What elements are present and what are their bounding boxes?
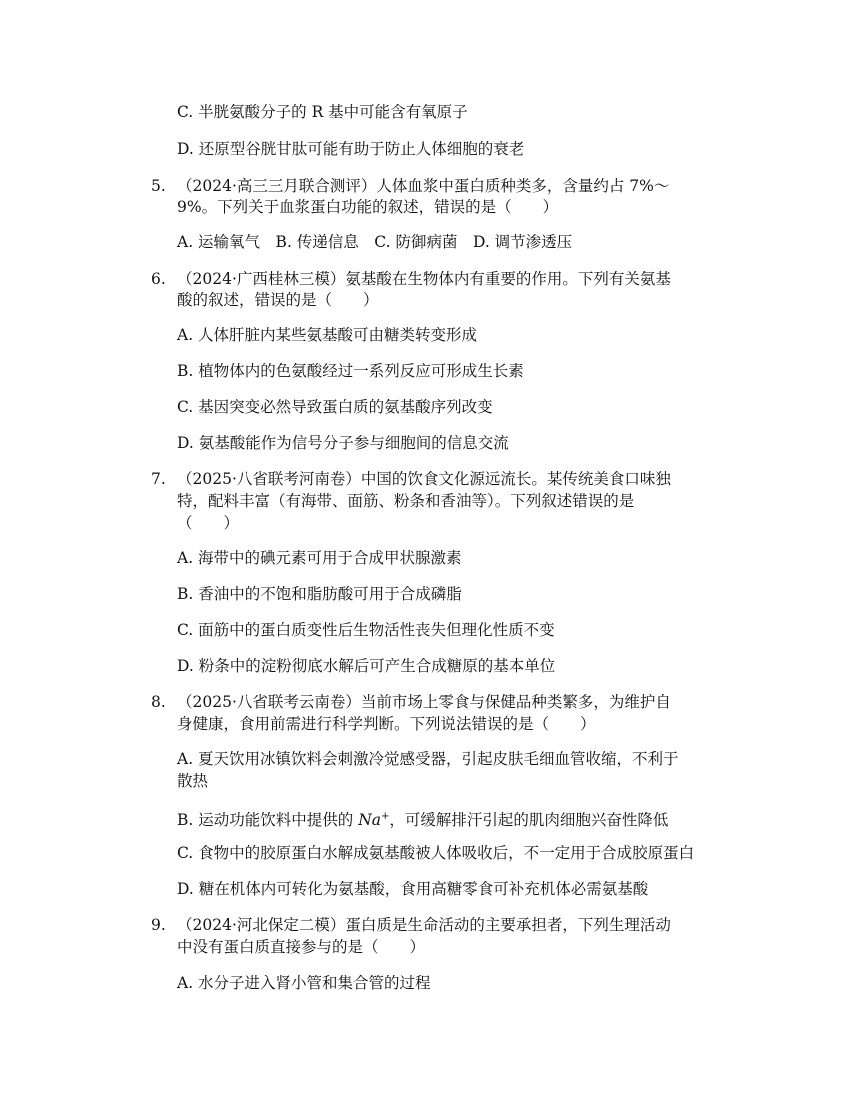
q4-option-c: C. 半胱氨酸分子的 R 基中可能含有氧原子: [177, 103, 468, 121]
q5-stem-line2: 9%。下列关于血浆蛋白功能的叙述，错误的是（ ）: [177, 198, 559, 216]
q7-option-a: A. 海带中的碘元素可用于合成甲状腺激素: [177, 549, 462, 567]
q5-number: 5.: [151, 177, 166, 195]
q8-stem-line2: 身健康，食用前需进行科学判断。下列说法错误的是（ ）: [177, 715, 596, 733]
q6-number: 6.: [151, 270, 166, 288]
q9-option-a: A. 水分子进入肾小管和集合管的过程: [177, 974, 431, 992]
q9-stem-line2: 中没有蛋白质直接参与的是（ ）: [177, 938, 426, 956]
q7-stem-line1: （2025·八省联考河南卷）中国的饮食文化源远流长。某传统美食口味独: [177, 470, 671, 488]
q8-option-b-suffix: ，可缓解排汗引起的肌肉细胞兴奋性降低: [389, 811, 669, 830]
q9-number: 9.: [151, 916, 166, 934]
q8-option-b: [177, 807, 668, 830]
q7-option-c: C. 面筋中的蛋白质变性后生物活性丧失但理化性质不变: [177, 621, 555, 639]
q8-stem-line1: （2025·八省联考云南卷）当前市场上零食与保健品种类繁多，为维护自: [177, 693, 671, 711]
q8-option-d: D. 糖在机体内可转化为氨基酸，食用高糖零食可补充机体必需氨基酸: [177, 880, 649, 898]
q8-option-c: C. 食物中的胶原蛋白水解成氨基酸被人体吸收后，不一定用于合成胶原蛋白: [177, 844, 695, 862]
q7-stem-line3: （ ）: [177, 514, 240, 532]
sodium-ion-symbol: Na: [358, 811, 381, 830]
q8-option-a-line1: A. 夏天饮用冰镇饮料会刺激冷觉感受器，引起皮肤毛细血管收缩，不利于: [177, 750, 679, 768]
sodium-ion-charge: +: [381, 811, 390, 822]
q6-option-a: A. 人体肝脏内某些氨基酸可由糖类转变形成: [177, 326, 478, 344]
q7-option-d: D. 粉条中的淀粉彻底水解后可产生合成糖原的基本单位: [177, 657, 556, 675]
q4-option-d: D. 还原型谷胱甘肽可能有助于防止人体细胞的衰老: [177, 140, 525, 158]
q9-stem-line1: （2024·河北保定二模）蛋白质是生命活动的主要承担者，下列生理活动: [177, 916, 671, 934]
q8-option-a-line2: 散热: [177, 772, 209, 790]
q6-stem-line1: （2024·广西桂林三模）氨基酸在生物体内有重要的作用。下列有关氨基: [177, 270, 671, 288]
q6-option-c: C. 基因突变必然导致蛋白质的氨基酸序列改变: [177, 398, 493, 416]
sodium-ion-formula: [358, 811, 389, 829]
q7-number: 7.: [151, 470, 166, 488]
q6-stem-line2: 酸的叙述，错误的是（ ）: [177, 291, 379, 309]
q8-option-b-prefix: B. 运动功能饮料中提供的: [177, 811, 359, 830]
q5-stem-line1: （2024·高三三月联合测评）人体血浆中蛋白质种类多，含量约占 7%～: [177, 177, 670, 195]
q7-stem-line2: 特，配料丰富（有海带、面筋、粉条和香油等）。下列叙述错误的是: [177, 492, 635, 510]
q8-number: 8.: [151, 693, 166, 711]
q6-option-d: D. 氨基酸能作为信号分子参与细胞间的信息交流: [177, 434, 509, 452]
q5-options: A. 运输氧气 B. 传递信息 C. 防御病菌 D. 调节渗透压: [177, 233, 573, 251]
q6-option-b: B. 植物体内的色氨酸经过一系列反应可形成生长素: [177, 362, 524, 380]
q7-option-b: B. 香油中的不饱和脂肪酸可用于合成磷脂: [177, 585, 462, 603]
